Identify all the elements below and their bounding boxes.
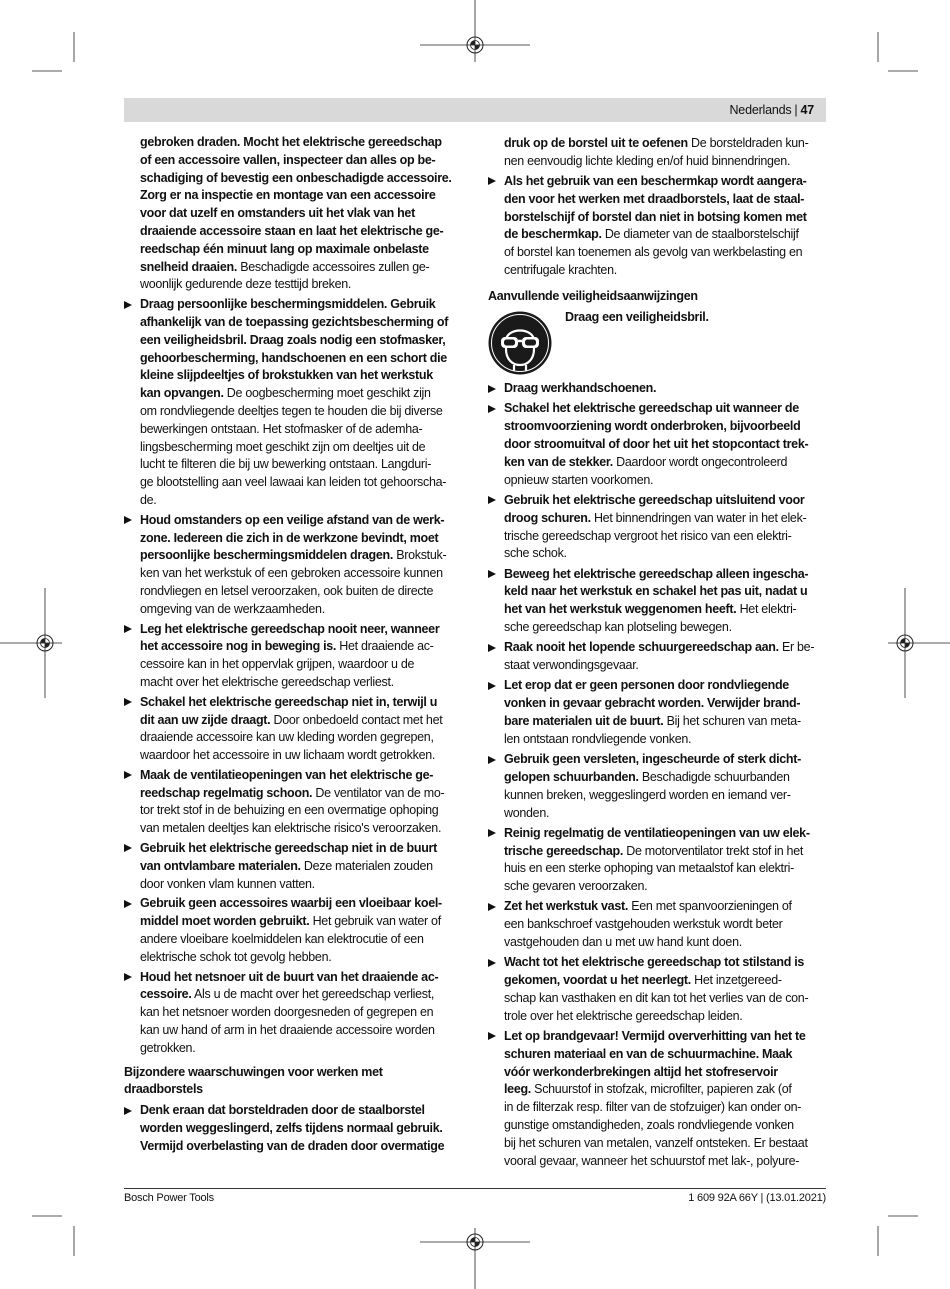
bullet-bold-text: Raak nooit het lopende schuurgereedschap aan. (504, 640, 779, 655)
registration-mark-top-icon (467, 37, 483, 53)
bullet-bold-text: Houd omstanders op een veilige afstand van de werk- zone. Iedereen die zich in de werkzone bevindt, moet persoonlijke beschermingsmiddelen dragen. (140, 512, 445, 563)
bullet-arrow-icon (488, 177, 496, 185)
bullet-body-text: Het gebruik van water of andere vloeibare koelmiddelen kan elektrocutie of een elektrische schok tot gevolg hebben. (140, 914, 441, 964)
bullet-bold-text: Gebruik het elektrische gereedschap niet in de buurt van ontvlambare materialen. (140, 841, 437, 873)
bullet-body-text: Het draaiende ac- cessoire kan in het oppervlak grijpen, waardoor u de macht over het elektrische gereedschap verliest. (140, 639, 434, 689)
paragraph-bold-text: gebroken draden. Mocht het elektrische gereedschap of een accessoire vallen, inspecteer dan alles op be- schadiging of bevestig een onbeschadigde accessoire. Zorg er na inspectie en montage van een accessoire voor dat uzelf en omstanders uit het vlak van het draaiende accessoire staan en laat het elektrische ge- reedschap één minuut lang op maximale onbelaste snelheid draaien. (140, 135, 452, 274)
bullet-arrow-icon (124, 516, 132, 524)
bullet-bold-text: Leg het elektrische gereedschap nooit neer, wanneer het accessoire nog in beweging is. (140, 621, 440, 654)
bullet-arrow-icon (124, 900, 132, 908)
bullet-item (488, 566, 826, 637)
safety-glasses-icon (488, 311, 552, 375)
bullet-arrow-icon (124, 301, 132, 309)
footer-publisher: Bosch Power Tools (124, 1192, 214, 1204)
bullet-item (124, 512, 462, 619)
bullet-bold-text: Zet het werkstuk vast. (504, 899, 629, 914)
bullet-bold-text: Draag persoonlijke beschermingsmiddelen. Gebruik afhankelijk van de toepassing gezichtsbescherming of een veiligheidsbril. Draag zoals nodig een stofmasker, gehoorbescherming, handschoenen en een schort die kleine slijpdeeltjes of brokstukken van het werkstuk kan opvangen. (140, 297, 449, 401)
bullet-arrow-icon (488, 903, 496, 911)
bullet-bold-text: Wacht tot het elektrische gereedschap tot stilstand is gekomen, voordat u het neerlegt. (504, 955, 805, 988)
bullet-item (124, 840, 462, 893)
header-separator: | (794, 103, 798, 117)
page-header (124, 98, 826, 122)
registration-mark-right-icon (897, 635, 913, 651)
bullet-bold-text: Als het gebruik van een beschermkap wordt aangera- den voor het werken met draadborstels, laat de staal- borstelschijf of borstel dan niet in botsing komen met de beschermkap. (504, 174, 807, 242)
bullet-item (124, 694, 462, 765)
registration-mark-left-icon (37, 635, 53, 651)
bullet-bold-text: Denk eraan dat borsteldraden door de staalborstel worden weggeslingerd, zelfs tijdens normaal gebruik. Vermijd overbelasting van de draden door overmatige (140, 1103, 445, 1153)
bullet-arrow-icon (488, 682, 496, 690)
bullet-bold-text: Draag werkhandschoenen. (504, 381, 657, 396)
bullet-body-text: Beschadigde schuurbanden kunnen breken, weggeslingerd worden en iemand ver- wonden. (504, 769, 791, 820)
bullet-arrow-icon (124, 973, 132, 981)
bullet-arrow-icon (488, 644, 496, 652)
footer-document-id: 1 609 92A 66Y | (13.01.2021) (688, 1192, 826, 1204)
bullet-item (488, 492, 826, 563)
footer-divider (124, 1188, 826, 1189)
header-language: Nederlands (729, 103, 792, 117)
bullet-bold-text: Gebruik het elektrische gereedschap uitsluitend voor droog schuren. (504, 492, 805, 525)
bullet-body-text: Er be- staat verwondingsgevaar. (504, 640, 815, 673)
bullet-arrow-icon (488, 385, 496, 393)
paragraph-bold-text: druk op de borstel uit te oefenen (504, 136, 688, 150)
bullet-arrow-icon (124, 844, 132, 852)
bullet-item (488, 825, 826, 896)
intro-paragraph (488, 135, 826, 171)
bullet-bold-text: Houd het netsnoer uit de buurt van het draaiende ac- cessoire. (140, 969, 439, 1002)
bullet-arrow-icon (488, 959, 496, 967)
bullet-body-text: De motorventilator trekt stof in het huis en een sterke ophoping van metaalstof kan elektri- sche gevaren veroorzaken. (504, 843, 804, 894)
bullet-arrow-icon (488, 496, 496, 504)
bullet-body-text: Brokstuk- ken van het werkstuk of een gebroken accessoire kunnen rondvliegen en letsel veroorzaken, ook buiten de directe omgeving van de werkzaamheden. (140, 548, 447, 616)
registration-mark-bottom-icon (467, 1234, 483, 1250)
bullet-arrow-icon (124, 1107, 132, 1115)
bullet-item (124, 895, 462, 966)
bullet-item (124, 296, 462, 510)
bullet-arrow-icon (488, 570, 496, 578)
bullet-item (124, 969, 462, 1058)
bullet-item (488, 400, 826, 489)
bullet-body-text: Bij het schuren van meta- len ontstaan rondvliegende vonken. (504, 714, 801, 746)
bullet-arrow-icon (124, 698, 132, 706)
right-column (488, 135, 826, 1170)
paragraph-body-text: De borsteldraden kun- nen eenvoudig lichte kleding en/of huid binnendringen. (504, 136, 809, 168)
bullet-arrow-icon (488, 756, 496, 764)
left-column (124, 134, 462, 1156)
bullet-body-text: Het elektri- sche gereedschap kan plotseling bewegen. (504, 602, 797, 635)
bullet-item (488, 898, 826, 951)
bullet-body-text: De oogbescherming moet geschikt zijn om rondvliegende deeltjes tegen te houden die bij diverse bewerkingen ontstaan. Het stofmasker of de ademha- lingsbescherming moet geschikt zijn om deeltjes uit de lucht te filteren die bij uw bewerking ontstaan. Langduri- ge blootstelling aan veel lawaai kan leiden tot gehoorscha- de. (140, 386, 447, 507)
bullet-item (488, 639, 826, 675)
bullet-arrow-icon (124, 625, 132, 633)
bullet-body-text: Schuurstof in stofzak, microfilter, papieren zak (of in de filterzak resp. filter van de stofzuiger) kan onder on- gunstige omstandigheden, zoals rondvliegende vonken bij het schuren van metalen, vanzelf ontsteken. Er bestaat vooral gevaar, wanneer het schuurstof met lak-, polyure- (504, 1082, 808, 1168)
bullet-item (488, 173, 826, 280)
bullet-bold-text: Reinig regelmatig de ventilatieopeningen van uw elek- trische gereedschap. (504, 825, 810, 858)
safety-sign (488, 309, 826, 378)
bullet-bold-text: Gebruik geen accessoires waarbij een vloeibaar koel- middel moet worden gebruikt. (140, 896, 442, 929)
bullet-body-text: De ventilator van de mo- tor trekt stof in de behuizing en een overmatige ophoping van metalen deeltjes kan elektrische risico's veroorzaken. (140, 785, 445, 836)
bullet-bold-text: Let op brandgevaar! Vermijd oververhitting van het te schuren materiaal en van de schuurmachine. Maak vóór werkonderbrekingen altijd het stofreservoir leeg. (504, 1029, 806, 1097)
section-heading-wire-brushes: Bijzondere waarschuwingen voor werken met draadborstels (124, 1064, 383, 1097)
bullet-body-text: Deze materialen zouden door vonken vlam kunnen vatten. (140, 858, 433, 891)
intro-paragraph (124, 134, 462, 294)
bullet-arrow-icon (488, 405, 496, 413)
bullet-item (488, 380, 826, 398)
bullet-bold-text: Schakel het elektrische gereedschap uit wanneer de stroomvoorziening wordt onderbroken, bijvoorbeeld door stroomuitval of door het uit het stopcontact trek- ken van de stekker. (504, 401, 809, 469)
page-number: 47 (800, 103, 814, 117)
paragraph-body-text: Beschadigde accessoires zullen ge- woonlijk gedurende deze testtijd breken. (140, 259, 430, 292)
bullet-body-text: Als u de macht over het gereedschap verliest, kan het netsnoer worden doorgesneden of gegrepen en kan uw hand of arm in het draaiende accessoire worden getrokken. (140, 987, 435, 1055)
bullet-body-text: Een met spanvoorzieningen of een bankschroef vastgehouden werkstuk wordt beter vastgehouden dan u met uw hand kunt doen. (504, 899, 792, 950)
bullet-body-text: Door onbedoeld contact met het draaiende accessoire kan uw kleding worden gegrepen, waardoor het accessoire in uw lichaam wordt getrokken. (140, 712, 443, 763)
bullet-bold-text: Beweeg het elektrische gereedschap alleen ingescha- keld naar het werkstuk en schakel het pas uit, nadat u het van het werkstuk weggenomen heeft. (504, 566, 809, 617)
bullet-bold-text: Maak de ventilatieopeningen van het elektrische ge- reedschap regelmatig schoon. (140, 767, 434, 800)
bullet-body-text: Het inzetgereed- schap kan vasthaken en dit kan tot het verlies van de con- trole over het elektrische gereedschap leiden. (504, 973, 809, 1023)
safety-sign-label: Draag een veiligheidsbril. (565, 309, 709, 324)
bullet-body-text: Daardoor wordt ongecontroleerd opnieuw starten voorkomen. (504, 454, 788, 487)
bullet-body-text: Het binnendringen van water in het elek- trische gereedschap vergroot het risico van een elektri- sche schok. (504, 510, 807, 561)
bullet-item (488, 1028, 826, 1170)
bullet-item (488, 954, 826, 1025)
bullet-item (488, 677, 826, 748)
bullet-bold-text: Schakel het elektrische gereedschap niet in, terwijl u dit aan uw zijde draagt. (140, 694, 438, 727)
bullet-bold-text: Let erop dat er geen personen door rondvliegende vonken in gevaar gebracht worden. Verwijder brand- bare materialen uit de buurt. (504, 678, 801, 729)
bullet-item (124, 621, 462, 692)
bullet-item (124, 767, 462, 838)
bullet-arrow-icon (488, 1032, 496, 1040)
bullet-body-text: De diameter van de staalborstelschijf of borstel kan toenemen als gevolg van werkbelasting en centrifugale krachten. (504, 227, 803, 278)
bullet-arrow-icon (488, 829, 496, 837)
bullet-item (124, 1102, 462, 1155)
bullet-item (488, 751, 826, 822)
bullet-arrow-icon (124, 771, 132, 779)
bullet-bold-text: Gebruik geen versleten, ingescheurde of sterk dicht- gelopen schuurbanden. (504, 752, 801, 784)
section-heading-additional-safety: Aanvullende veiligheidsaanwijzingen (488, 288, 698, 303)
